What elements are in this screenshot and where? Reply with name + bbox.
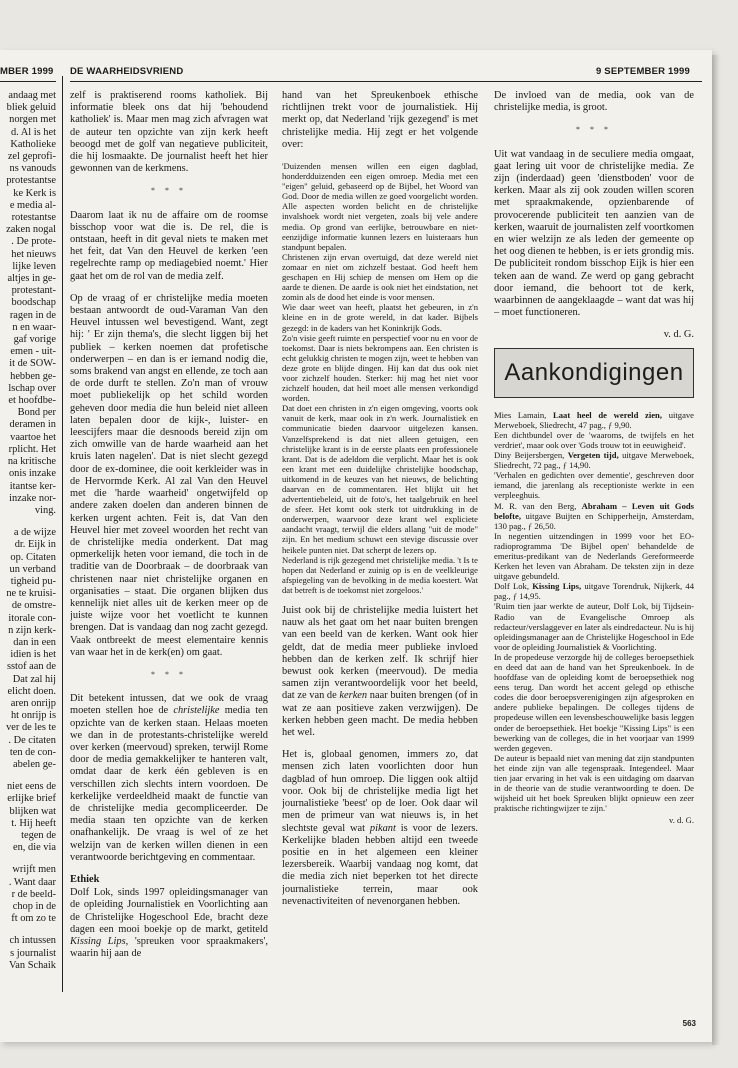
cut-off-line — [0, 925, 56, 935]
announcement-entry — [494, 470, 694, 500]
cut-off-line: wrijft men — [12, 864, 56, 876]
cut-off-line: idien is het — [10, 649, 56, 661]
cut-off-line: aren onrijp — [10, 697, 56, 709]
announcement-entry — [494, 450, 694, 470]
page-header — [0, 66, 700, 80]
cut-off-line: itorale con- — [8, 612, 56, 624]
quote-paragraph: Wie daar weet van heeft, plaatst het gebeuren, in z'n kleine en in de grote wereld, in dat kader. Bijbels gezegd: in de kaders van het Koninkrijk Gods. — [282, 302, 478, 333]
announcements-heading: Aankondigingen — [494, 348, 694, 398]
book-title: Laat heel de wereld zien, — [553, 409, 662, 420]
cut-off-line: deramen in — [9, 419, 56, 431]
cut-off-line: tegen de — [21, 829, 56, 841]
cut-off-line: bliek geluid — [6, 102, 56, 114]
announcement-text: 'Ruim tien jaar werkte de auteur, Dolf Lok, bij Tijdsein-Radio van de Evangelische Omroep als redacteur/verslaggever en later als eindredacteur. Nu is hij opleidingsmanager aan de Christelijke Hogeschool in Ede voor de opleiding Journalistiek & Voorlichting. — [494, 601, 694, 652]
cut-off-line: het nieuws — [11, 248, 56, 260]
cut-off-line: ft om zo te — [11, 913, 56, 925]
cut-off-line: sstof aan de — [6, 661, 56, 673]
cut-off-line — [0, 517, 56, 527]
cut-off-line: ragen in de — [9, 309, 56, 321]
subheading-ethiek: Ethiek — [70, 873, 100, 885]
cut-off-line: n zijn kerk- — [8, 624, 56, 636]
announcement-text: De auteur is bepaald niet van mening dat zijn standpunten het einde zijn van alle tegenspraak. Integendeel. Maar tien jaar ervaring in het vak is een uitdaging om daarvan in de theorie van de studie verantwoording te doen. De wijsheid uit het boek Spreuken blijkt opnieuw een zeer praktische richtingwijzer te zijn.' — [494, 752, 694, 814]
article-column-3 — [494, 90, 694, 990]
announcement-entry — [494, 410, 694, 430]
paragraph: De invloed van de media, ook van de christelijke media, is groot. — [494, 90, 694, 114]
announcement-details: uitgave Merweboek, Sliedrecht, 72 pag., ƒ 14,90. — [494, 450, 694, 471]
paragraph: Juist ook bij de christelijke media luistert het nauw als het gaat om het naar buiten brengen van een beeld van de kerken. Want ook hier geldt, dat de media meer publieke invloed hebben dan de kerken zelf. Ik schrijf hier bewust ook kerken (meervoud). De media samen zijn verantwoordelijk voor het beeld, dat ze van de kerken naar buiten brengen (of in wat ze aan positieve zaken verzwijgen). De kerken hebben geen macht. De media hebben het wel. — [282, 605, 478, 739]
cut-off-line: un verband — [9, 563, 56, 575]
cut-off-line: d. Al is het — [10, 126, 56, 138]
book-title: Vergeten tijd, — [567, 450, 619, 461]
cut-off-line: itantse ker- — [9, 480, 56, 492]
cut-off-line: na kritische — [7, 456, 56, 468]
cut-off-line: inzake nor- — [9, 492, 56, 504]
cut-off-line: s journalist — [10, 947, 56, 959]
section-separator: * * * — [151, 186, 187, 196]
announcement-text: Dolf Lok, — [494, 581, 533, 592]
announcement-entry — [494, 753, 694, 814]
cut-off-line: n en waar- — [12, 321, 56, 333]
cut-off-line: Katholieke — [10, 138, 56, 150]
quotation-block — [282, 161, 478, 595]
cut-off-line: dr. Eijk in — [14, 539, 56, 551]
announcement-text: Diny Beijersbergen, — [494, 450, 568, 461]
newspaper-page — [0, 50, 712, 1042]
paragraph: Het is, globaal genomen, immers zo, dat mensen zich laten voorlichten door hun dagblad of hun omroep. Die liggen ook altijd voor. Ook bij de christelijke media ligt het journalistieke 'beest' op de loer. Ook daar wil men de primeur van wat nieuws is, in het slechtste geval wat pikant is voor de lezers. Kerkelijke bladen hebben altijd een tweede positie en in het algemeen een kleiner lezersbereik. Waarbij vandaag nog komt, dat die media zich niet beperken tot het directe journalistieke terrein, maar ook nevenactiviteiten of nevenorganen hebben. — [282, 749, 478, 907]
announcement-text: M. R. van den Berg, — [494, 500, 582, 511]
article-column-1 — [70, 90, 268, 990]
announcement-details: uitgave Merweboek, Sliedrecht, 47 pag., ƒ 9,90. — [494, 409, 694, 430]
cut-off-line: zel geprofi- — [7, 151, 56, 163]
cut-off-line: en, die via — [13, 842, 56, 854]
cut-off-line: a de wijze — [13, 527, 56, 539]
cut-off-line: Bond per — [17, 407, 56, 419]
paragraph: Dolf Lok, sinds 1997 opleidingsmanager van de opleiding Journalistiek en Voorlichting aan de Christelijke Hogeschool Ede, bracht deze dagen een mooi boekje op de markt, getiteld Kissing Lips, 'spreuken voor spraakmakers', waarin hij aan de — [70, 887, 268, 960]
announcements-list — [494, 410, 694, 814]
cut-off-line: protestantse — [6, 175, 56, 187]
cut-off-line: onis inzake — [8, 468, 56, 480]
cut-off-line: chop in de — [12, 901, 56, 912]
announcement-text: 'Verhalen en gedichten over dementie', geschreven door iemand, die jarenlang als receptioniste werkte in een verpleeghuis. — [494, 470, 694, 501]
cut-off-line: protestant- — [11, 285, 56, 297]
quote-paragraph: Dat doet een christen in z'n eigen omgeving, voorts ook vanuit de kerk, maar ook in z'n werk. Journalistiek en communicatie bieden daarvoor uitgelezen kansen. Vanzelfsprekend is dat niet alleen getuigen, een christelijke krant is in de eerste plaats een professionele krant. Dat is de adeldom die verplicht. Maar het is ook een krant met een duidelijke christelijke boodschap, uitkomend in de keuzes van het nieuws, de belichting daarvan en de commentaren. Het blijkt uit het advertentiebeleid, uit de foto's, het taalgebruik en heel de sfeer. Het komt ook sterk tot uitdrukking in de onderwerpen, waarvoor deze krant wel expliciete aandacht vraagt, terwijl die elders allang "uit de mode" zijn. En het medium schuwt een stevige discussie over heikele punten niet. Dat scherpt de lezers op. — [282, 403, 478, 555]
quote-paragraph: Zo'n visie geeft ruimte en perspectief voor nu en voor de toekomst. Daar is niets bekrompens aan. Een christen is echt gelukkig christen te mogen zijn, weet te hebben van deze grote en blijde dingen. Hij kan dat dus ook niet voor zichzelf houden. Sterker: hij mag het niet voor zichzelf houden, dat heil moet alle mensen verkondigd worden. — [282, 332, 478, 404]
cut-off-line — [0, 771, 56, 781]
announcement-text: In de propedeuse verzorgde hij de colleges beroepsethiek en deed dat aan de hand van het Spreukenboek. In de hoofdfase van de opleiding komt de beroepsethiek nog eens terug. Dan wordt het accent gelegd op ethische codes die door beroepsverenigingen zijn afgesproken en andere publieke bepalingen. De colleges tijdens de propedeuse willen een levensbeschouwelijke basis leggen onder de beroepsethiek. Het boekje "Kissing Lips" is een bewerking van de colleges, die in het voorjaar van 1999 werden gegeven. — [494, 651, 694, 753]
cut-off-line: hebben ge- — [10, 370, 56, 382]
cut-off-line: abelen ge- — [13, 758, 56, 770]
paragraph: Dit betekent intussen, dat we ook de vraag moeten stellen hoe de christelijke media ten opzichte van de kerken staan. Helaas moeten we dan in de protestants-christelijke wereld over kerken (meervoud) spreken, terwijl Rome door de media gemakkelijker te hanteren valt, omdat daar de kerk één gebleven is en verschillen zich slechts intern voordoen. De kerkelijke verdeeldheid maakt de functie van de christelijke media gecompliceerder. De media staan ten opzichte van de kerken onafhankelijk. De vraag is wel of ze het welzijn van de kerken willen dienen in een verantwoorde berichtgeving en commentaar. — [70, 693, 268, 863]
section-separator: * * * — [151, 669, 187, 679]
cut-off-line: ver de les te — [6, 722, 56, 734]
cut-off-line: ch intussen — [9, 935, 56, 947]
cut-off-line: gaf vorige — [13, 334, 56, 346]
cut-off-line: vaartoe het — [10, 431, 56, 443]
announcement-entry — [494, 430, 694, 450]
cut-off-line: dan in een — [13, 636, 56, 648]
cut-off-line: norgen met — [9, 114, 56, 126]
cut-off-line: niet eens de — [6, 781, 56, 793]
paragraph: Op de vraag of er christelijke media moeten bestaan antwoordt de oud-Varaman Van den Heuvel intussen wel bevestigend. Want, zegt hij: ' Er zijn thema's, die slecht liggen bij het publiek – kerken noemen dat profetische onderwerpen – en dan is er iemand nodig die, soms brakend van angst en ellende, ze toch aan de orde durft te stellen. Zo'n man of vrouw moet publiekelijk op het schild worden geheven door media die hun beleid niet alleen laten bepalen door de kijk-, luister- en leescijfers maar die desnoods bereid zijn om zich omwille van de harde waarheid aan het kruis laten nagelen'. Dat is niet slecht gezegd door de ex-dominee, die ooit kerkleider was in de Hervormde Kerk. Al zal Van den Heuvel met die 'harde waarheid' ongetwijfeld op andere zaken doelen dan anderen binnen de kerken urgent achten. Feit is, dat Van den Heuvel hier met zoveel woorden het recht van de christelijke media onderkent. Dat mag opmerkelijk heten voor iemand, die toch in de traditie van de Doorbraak – de doorbraak van christenen naar niet christelijke organen en organisaties – staat. Die organen blijken dus kennelijk niet alles uit de kerken meer op de juiste wijze voor het voetlicht te kunnen brengen. Dat is vandaag dan nog zacht gezegd. Vaak ontbreekt de meest elementaire kennis van waar het in de kerk(en) om gaat. — [70, 292, 268, 658]
announcement-entry — [494, 601, 694, 651]
cut-off-line: Van Schaik — [8, 959, 56, 971]
quote-paragraph: Christenen zijn ervan overtuigd, dat deze wereld niet zomaar en niet om zichzelf bestaat. God heeft hem geschapen en Hij schiep de mensen om Hem op die aarde te dienen. De aarde is ook niet het eindstation, net zomin als de dood het einde is voor mensen. — [282, 251, 478, 303]
announcement-details: uitgave Torendruk, Nijkerk, 44 pag., ƒ 14,95. — [494, 581, 694, 602]
announcements-signature: v. d. G. — [669, 815, 694, 826]
announcement-entry — [494, 531, 694, 581]
cut-off-line: altjes in ge- — [7, 273, 56, 285]
cut-off-line: e media al- — [9, 199, 56, 211]
cut-off-line: erlijke brief — [7, 793, 56, 805]
cut-off-line: de omstre- — [11, 600, 56, 612]
paragraph: Daarom laat ik nu de affaire om de roomse bisschop voor wat die is. De rel, die is ontstaan, heeft in dit geval niets te maken met het feit, dat Van den Heuvel de kerken 'een regelrechte ramp op mediagebied noemt.' Hier gaat het om de rol van de media zelf. — [70, 209, 268, 282]
author-signature: v. d. G. — [663, 329, 694, 341]
cut-off-line: elicht doen. — [7, 685, 56, 697]
column-divider-gutter — [62, 76, 63, 992]
announcement-text: In negentien uitzendingen in 1999 voor het EO-radioprogramma 'De Bijbel open' behandelde de emeritus-predikant van de Nederlands Gereformeerde Kerken het leven van Abraham. De teksten zijn in deze uitgave gebundeld. — [494, 530, 694, 582]
header-cut-date: MBER 1999 — [0, 66, 54, 77]
cut-off-line: ving. — [34, 504, 56, 516]
cut-off-line: . De prote- — [11, 236, 56, 248]
header-date: 9 SEPTEMBER 1999 — [595, 66, 690, 77]
page-number: 563 — [682, 1019, 696, 1028]
header-rule — [70, 81, 702, 82]
page-edge — [712, 55, 720, 1045]
cut-off-line: ke Kerk is — [13, 187, 56, 199]
cut-off-line: tigheid pu- — [10, 575, 56, 587]
cut-off-line: t. Hij heeft — [11, 817, 56, 829]
cut-off-line: ns vanouds — [9, 163, 56, 175]
cut-off-line: r de beeld- — [11, 888, 56, 900]
paragraph: Uit wat vandaag in de seculiere media omgaat, gaat lering uit voor de christelijke media. Ze zijn (inderdaad) geen 'dienstboden' voor de kerken. Maar als zij ook zouden willen scoren met spraakmakende, opzienbarende of provocerende publiciteit ten aanzien van de kerken, waaruit de journalisten zelf voortkomen en wier welzijn ze als leden der gemeente op het oog dienen te hebben, is er iets grondig mis. De publiciteit rondom bisschop Eijk is hier een teken aan de wand. Ze werd op gang gebracht door iemand, die behoort tot de kerk, waarbinnen de aangeklaagde – want dat was hij – moet functioneren. — [494, 148, 694, 319]
cut-off-line: rotestantse — [11, 212, 56, 224]
announcement-entry — [494, 581, 694, 601]
book-title: Kissing Lips, — [532, 581, 582, 592]
announcement-entry — [494, 652, 694, 753]
cut-off-line: . Want daar — [8, 876, 56, 888]
article-column-2 — [282, 90, 478, 990]
cut-off-line: zaken nogal — [6, 224, 56, 236]
announcement-text: Een dichtbundel over de 'waaroms, de twijfels en het verdriet', maar ook over 'Gods trouw tot in eeuwigheid'. — [494, 429, 694, 450]
cut-off-line: andaag met — [8, 90, 56, 101]
section-separator: * * * — [576, 125, 612, 135]
quote-paragraph: Nederland is rijk gezegend met christelijke media. 't Is te hopen dat Nederland er zuinig op is en de veelkleurige afspiegeling van de bevolking in de media koestert. Wat dat betreft is de toekomst niet zorgeloos.' — [282, 554, 478, 595]
cut-off-line: ht onrijp is — [10, 710, 56, 722]
header-rule-left — [0, 81, 56, 82]
publication-title: DE WAARHEIDSVRIEND — [70, 66, 184, 77]
cut-off-line: it de SOW- — [9, 358, 56, 370]
paragraph: hand van het Spreukenboek ethische richtlijnen trekt voor de journalistiek. Hij merkt op, dat Nederland 'rijk gezegend' is met christelijke media. Hij zegt er het volgende over: — [282, 90, 478, 150]
cut-off-line: lschap over — [8, 382, 56, 394]
cut-off-line: . De citaten — [8, 734, 56, 746]
cut-off-line: blijken wat — [9, 805, 56, 817]
cut-off-line: op. Citaten — [10, 551, 56, 563]
cut-off-line: ten de con- — [9, 746, 56, 758]
cut-off-line: et hoofdbe- — [8, 395, 56, 407]
cut-off-line: rplicht. Het — [8, 443, 56, 455]
cut-off-line: Dat zal hij — [12, 673, 56, 685]
cut-off-line: boodschap — [11, 297, 56, 309]
announcement-text: Mies Lamain, — [494, 409, 553, 420]
paragraph: zelf is praktiserend rooms katholiek. Bij informatie bleek ons dat hij 'behoudend katholiek' is. Maar men mag zich afvragen wat de auteur ten opzichte van zijn kerk heeft beoogd met de golf van negatieve publiciteit, die hij losmaakte. De journalist heeft het hier gewonnen van de kerkmens. — [70, 90, 268, 175]
cut-off-column — [0, 90, 56, 990]
cut-off-line: lijke leven — [12, 260, 56, 272]
cut-off-line: ne te kruisi- — [6, 588, 56, 600]
cut-off-line — [0, 854, 56, 864]
cut-off-line: emen - uit- — [10, 346, 56, 358]
quote-paragraph: 'Duizenden mensen willen een eigen dagblad, honderdduizenden een eigen omroep. Media met een "eigen" geluid, gebaseerd op de Bijbel, het Woord van God. Door de media willen ze goed voorgelicht worden. Alle aspecten worden belicht en de christelijke invalshoek wordt niet vergeten, zoals bij vele andere media. Op grond van eerlijke, betrouwbare en niet-eenzijdige informatie kunnen lezers en luisteraars hun standpunt bepalen. — [282, 161, 478, 252]
announcement-details: uitgave Buijten en Schipperheijn, Amsterdam, 130 pag., ƒ 26,50. — [494, 510, 694, 531]
book-title: Abraham – Leven uit Gods belofte, — [494, 500, 694, 521]
announcement-entry — [494, 501, 694, 531]
